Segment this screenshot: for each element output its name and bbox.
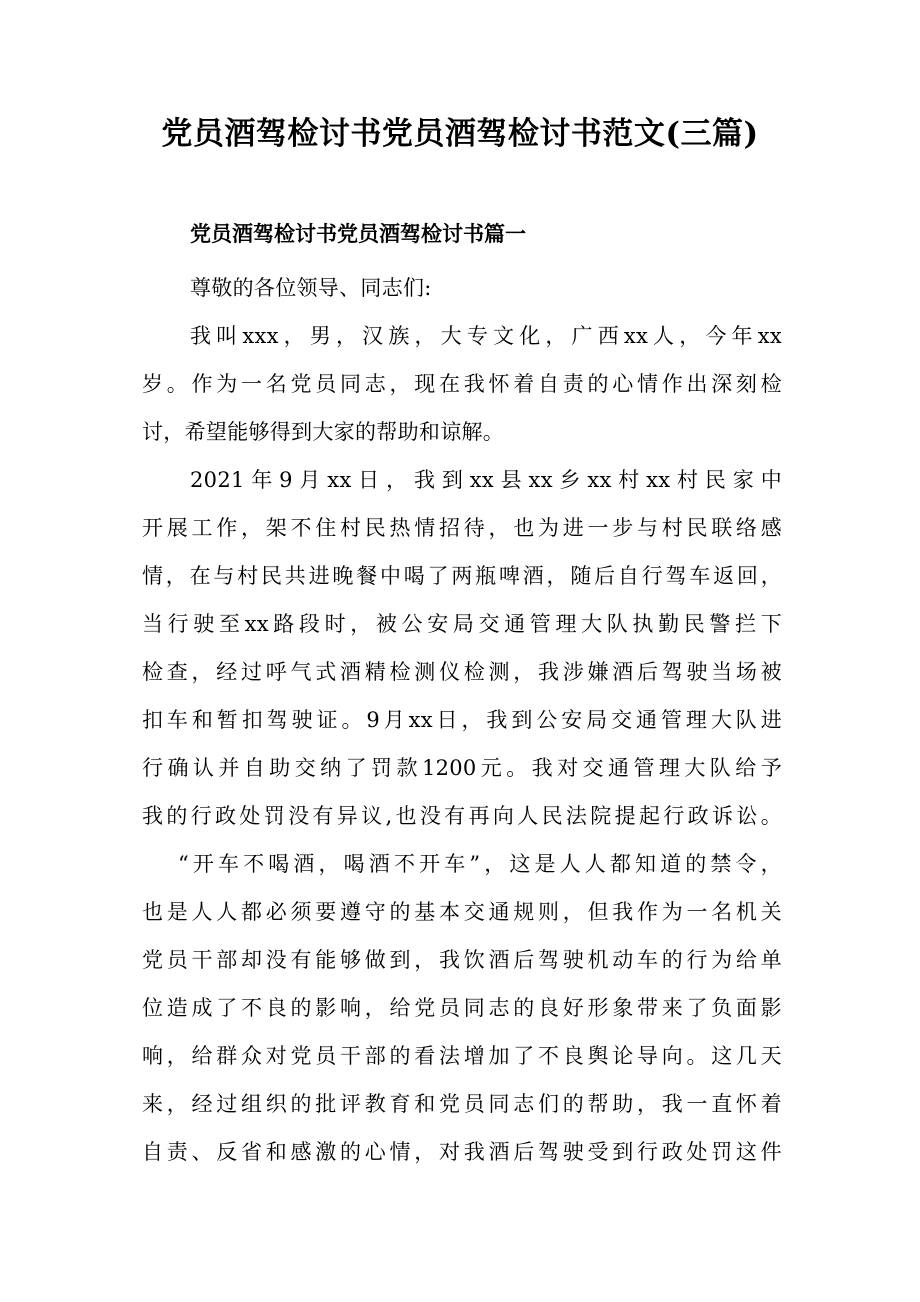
text-line: 响，给群众对党员干部的看法增加了不良舆论导向。这几天 <box>142 1044 782 1068</box>
text-line: 扣车和暂扣驾驶证。9月xx日，我到公安局交通管理大队进 <box>142 708 782 732</box>
text-line: 行确认并自助交纳了罚款1200元。我对交通管理大队给予 <box>142 756 782 780</box>
text-line: 2021年9月xx日，我到xx县xx乡xx村xx村民家中 <box>190 468 782 492</box>
text-line: “开车不喝酒，喝酒不开车”，这是人人都知道的禁令， <box>178 852 782 876</box>
text-line: 岁。作为一名党员同志，现在我怀着自责的心情作出深刻检 <box>142 372 782 396</box>
text-line: 也是人人都必须要遵守的基本交通规则，但我作为一名机关 <box>142 900 782 924</box>
text-line: 情，在与村民共进晚餐中喝了两瓶啤酒，随后自行驾车返回， <box>142 564 782 588</box>
text-line: 尊敬的各位领导、同志们: <box>190 276 432 300</box>
text-line: 自责、反省和感激的心情，对我酒后驾驶受到行政处罚这件 <box>142 1140 782 1164</box>
text-line: 来，经过组织的批评教育和党员同志们的帮助，我一直怀着 <box>142 1092 782 1116</box>
document-title: 党员酒驾检讨书党员酒驾检讨书范文(三篇) <box>161 116 759 152</box>
text-line: 开展工作，架不住村民热情招待，也为进一步与村民联络感 <box>142 516 782 540</box>
text-line: 讨，希望能够得到大家的帮助和谅解。 <box>142 420 505 444</box>
text-line: 当行驶至xx路段时，被公安局交通管理大队执勤民警拦下 <box>142 612 782 636</box>
text-line: 检查，经过呼气式酒精检测仪检测，我涉嫌酒后驾驶当场被 <box>142 660 782 684</box>
text-line: 我叫xxx，男，汉族，大专文化，广西xx人，今年xx <box>190 324 782 348</box>
text-line: 我的行政处罚没有异议,也没有再向人民法院提起行政诉讼。 <box>142 804 782 828</box>
text-line: 党员干部却没有能够做到，我饮酒后驾驶机动车的行为给单 <box>142 948 782 972</box>
text-line: 位造成了不良的影响，给党员同志的良好形象带来了负面影 <box>142 996 782 1020</box>
section-heading: 党员酒驾检讨书党员酒驾检讨书篇一 <box>190 221 526 246</box>
